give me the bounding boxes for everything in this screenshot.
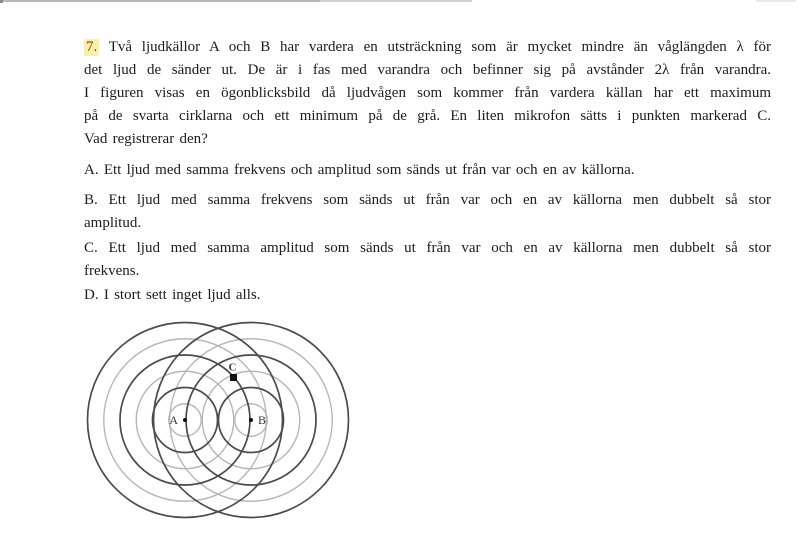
option-line: C. Ett ljud med samma amplitud som sänds ut från var och en av källorna men dubbelt så stor	[84, 240, 771, 256]
microphone-point-label: C	[228, 361, 237, 374]
question-line: på de svarta cirklarna och ett minimum på de grå. En liten mikrofon sätts i punkten markerad C.	[84, 108, 771, 124]
option-line: frekvens.	[84, 263, 140, 279]
question-number-highlight: 7.	[86, 39, 98, 55]
option-line: B. Ett ljud med samma frekvens som sänds ut från var och en av källorna men dubbelt så stor	[84, 192, 771, 208]
option-line: amplitud.	[84, 215, 142, 231]
question-line: I figuren visas en ögonblicksbild då ljudvågen som kommer från vardera källan har ett maximum	[84, 85, 771, 101]
source-dot-b	[249, 418, 253, 422]
question-line: det ljud de sänder ut. De är i fas med varandra och befinner sig på avstånder 2λ från varandra.	[84, 62, 771, 78]
option-line: A. Ett ljud med samma frekvens och amplitud som sänds ut från var och en av källorna.	[84, 162, 635, 178]
option-line: D. I stort sett inget ljud alls.	[84, 287, 261, 303]
question-line: Vad registrerar den?	[84, 131, 208, 147]
question-text: Två ljudkällor A och B har vardera en utsträckning som är mycket mindre än våglängden λ för	[108, 39, 771, 55]
source-label-b: B	[258, 413, 267, 427]
microphone-point-marker	[230, 374, 237, 381]
source-dot-a	[183, 418, 187, 422]
source-label-a: A	[169, 413, 178, 427]
